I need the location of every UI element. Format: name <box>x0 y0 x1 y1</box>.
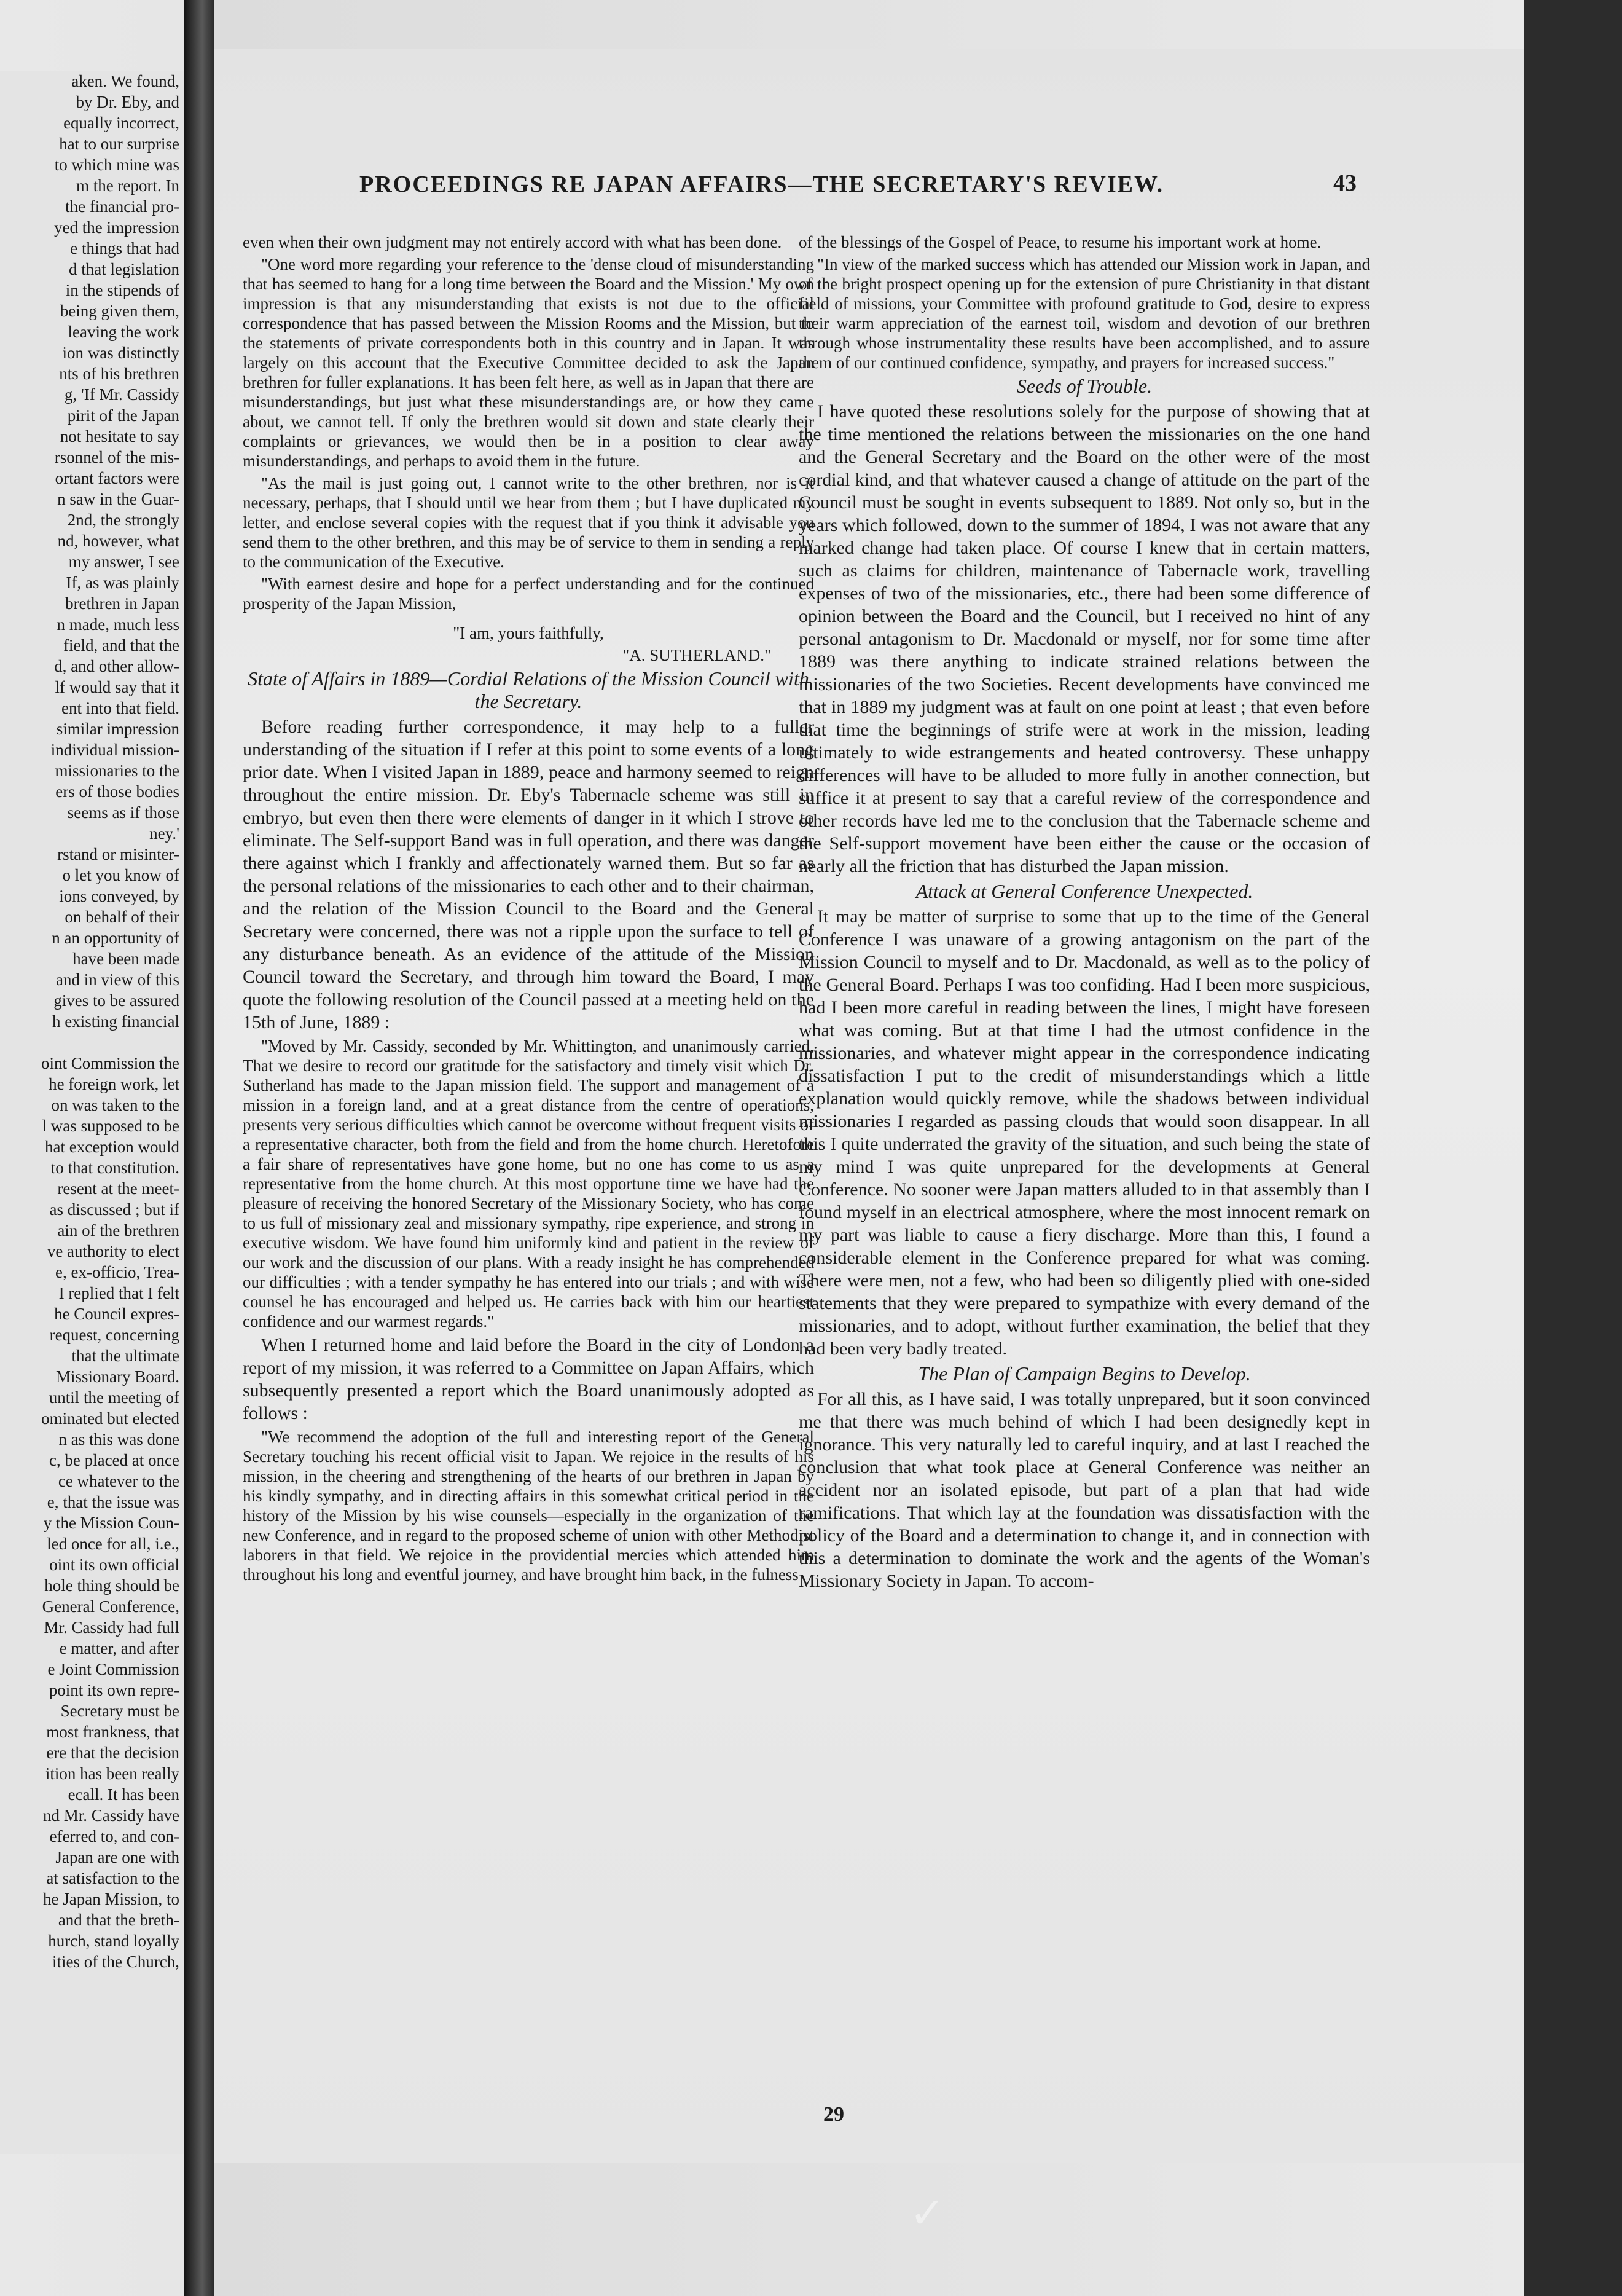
quoted-resolution: "In view of the marked success which has attended our Mission work in Japan, and of the bright prospect opening up for the extension of pure Christianity in that distant field of missions, your Committee with profound gratitude to God, desire to express their warm appreciation of the earnest toil, wisdom and devotion of our brethren through whose instrumentality these results have been accomplished, and to assure them of our continued confidence, sympathy, and prayers for increased success." <box>799 255 1370 372</box>
facing-page-line: and that the breth- <box>58 1911 179 1929</box>
facing-page-line: ere that the decision <box>46 1744 179 1762</box>
facing-page-line: seems as if those <box>67 803 179 822</box>
facing-page-line: most frankness, that <box>46 1723 179 1741</box>
facing-page-line: d, and other allow- <box>54 657 179 675</box>
section-heading: The Plan of Campaign Begins to Develop. <box>918 1362 1251 1385</box>
facing-page-line: hat exception would <box>45 1138 179 1156</box>
left-column <box>243 232 814 1587</box>
facing-page-line: 2nd, the strongly <box>67 511 179 529</box>
paragraph: For all this, as I have said, I was totally unprepared, but it soon convinced me that there was much behind of which I had been designedly kept in ignorance. This very naturally led to careful inquiry, and at last I reached the conclusion that what took place at General Conference was neither an accident nor an isolated episode, but part of a plan that had wide ramifications. That which lay at the foundation was dissatisfaction with the policy of the Board and a determination to change it, and in connection with this a determination to dominate the work and the agents of the Woman's Missionary Society in Japan. To accom- <box>799 1389 1370 1591</box>
facing-page-line: led once for all, i.e., <box>47 1535 179 1553</box>
facing-page-line: eferred to, and con- <box>49 1827 179 1846</box>
facing-page-line: Japan are one with <box>55 1848 179 1866</box>
facing-page-line: ortant factors were <box>55 469 179 487</box>
facing-page-line: oint its own official <box>49 1555 179 1574</box>
letter-signature: "A. SUTHERLAND." <box>622 646 771 664</box>
facing-page-line: e, ex-officio, Trea- <box>55 1263 179 1281</box>
facing-page-line: ition has been really <box>45 1764 179 1783</box>
facing-page-line: ce whatever to the <box>58 1472 179 1490</box>
section-heading: Attack at General Conference Unexpected. <box>915 880 1253 902</box>
facing-page-line: request, concerning <box>49 1326 179 1344</box>
facing-page-line: the financial pro- <box>65 197 179 216</box>
facing-page-fragment <box>0 71 184 2154</box>
paragraph: "With earnest desire and hope for a perfect understanding and for the continued prosperity of the Japan Mission, <box>243 575 814 613</box>
facing-page-line: hole thing should be <box>44 1576 179 1595</box>
facing-page-line: he foreign work, let <box>49 1075 179 1093</box>
facing-page-line: lf would say that it <box>55 678 179 696</box>
scan-mark: ✓ <box>909 2190 946 2238</box>
quoted-resolution: "Moved by Mr. Cassidy, seconded by Mr. Whittington, and unanimously carried, That we desire to record our gratitude for the satisfactory and timely visit which Dr. Sutherland has made to the Japan mission field. The support and management of a mission in a foreign land, and at a great distance from the centre of operations, presents very serious difficulties which cannot be overcome without frequent visits of a representative character, both from the field and from the home church. Heretofore a fair share of representatives have gone home, but no one has come to us as a representative from the home church. At this most opportune time we have had the pleasure of receiving the honored Secretary of the Missionary Society, who has come to us full of missionary zeal and missionary sympathy, ripe experience, and strong in executive wisdom. We have found him uniformly kind and patient in the review of our work and the discussion of our plans. With a ready insight he has comprehended our difficulties ; with a tender sympathy he has entered into our trials ; and with wise counsel he has encouraged and helped us. He carries back with him our heartiest confidence and our warmest regards." <box>243 1037 814 1331</box>
facing-page-line: as discussed ; but if <box>49 1200 179 1219</box>
facing-page-line: have been made <box>72 949 179 968</box>
facing-page-line: y the Mission Coun- <box>43 1514 179 1532</box>
facing-page-line: my answer, I see <box>68 552 179 571</box>
paragraph: When I returned home and laid before the Board in the city of London a report of my mission, it was referred to a Committee on Japan Affairs, which subsequently presented a report which the Board unanimously adopted as follows : <box>243 1335 814 1423</box>
facing-page-line: leaving the work <box>68 323 179 341</box>
facing-page-line: equally incorrect, <box>63 114 179 132</box>
facing-page-line: rstand or misinter- <box>57 845 179 863</box>
facing-page-line: Mr. Cassidy had full <box>44 1618 179 1637</box>
facing-page-line: e, that the issue was <box>47 1493 179 1511</box>
facing-page-line: o let you know of <box>62 866 179 884</box>
facing-page-line: field, and that the <box>63 636 179 655</box>
facing-page-line: resent at the meet- <box>57 1179 179 1198</box>
quoted-resolution: "We recommend the adoption of the full and interesting report of the General Secretary touching his recent official visit to Japan. We rejoice in the results of his mission, in the cheering and strengthening of the hearts of our brethren in Japan by his kindly sympathy, and in directing affairs in this somewhat critical period in the history of the Mission by his wise counsels—especially in the organization of the new Conference, and in regard to the proposed scheme of union with other Methodist laborers in that field. We rejoice in the providential mercies which attended him throughout his long and eventful journey, and have brought him back, in the fulness <box>243 1428 814 1584</box>
facing-page-line: e matter, and after <box>59 1639 179 1657</box>
facing-page-line: hurch, stand loyally <box>48 1932 179 1950</box>
facing-page-line: similar impression <box>56 720 179 738</box>
section-heading: State of Affairs in 1889—Cordial Relations of the Mission Council with the Secretary. <box>248 667 809 712</box>
facing-page-line: to that constitution. <box>50 1158 179 1177</box>
facing-page-line: e things that had <box>70 239 179 258</box>
facing-page-line: Missionary Board. <box>56 1367 179 1386</box>
facing-page-line: ions conveyed, by <box>59 887 179 905</box>
facing-page-line: aken. We found, <box>71 72 179 90</box>
facing-page-line: on behalf of their <box>65 908 179 926</box>
facing-page-line: ve authority to elect <box>47 1242 179 1260</box>
running-head: PROCEEDINGS RE JAPAN AFFAIRS—THE SECRETARY'S REVIEW. <box>359 171 1164 197</box>
facing-page-line: ion was distinctly <box>62 344 179 362</box>
facing-page-line: ers of those bodies <box>55 782 179 801</box>
facing-page-line: ominated but elected <box>41 1409 179 1428</box>
facing-page-line: by Dr. Eby, and <box>76 93 179 111</box>
paragraph: even when their own judgment may not entirely accord with what has been done. <box>243 233 782 251</box>
paragraph: I have quoted these resolutions solely for the purpose of showing that at the time mentioned the relations between the missionaries on the one hand and the General Secretary and the Board on the other were of the most cordial kind, and that whatever caused a change of attitude on the part of the Council must be sought in events subsequent to 1889. Not only so, but in the years which followed, down to the summer of 1894, I was not aware that any marked change had taken place. Of course I knew that in certain matters, such as claims for children, maintenance of Tabernacle work, travelling expenses of two of the missionaries, etc., there had been some difference of opinion between the Board and the Council, but I received no hint of any personal antagonism to Dr. Macdonald or myself, nor for some time after 1889 was there anything to indicate strained relations between the missionaries of the two Societies. Recent developments have convinced me that in 1889 my judgment was at fault on one point at least ; that even before that time the beginnings of strife were at work in the mission, leading ultimately to wide estrangements and heated controversy. These unhappy differences will have to be alluded to more fully in another connection, but suffice it at present to say that a careful review of the correspondence and other records have led me to the conclusion that the Tabernacle scheme and the Self-support movement have been either the cause or the occasion of nearly all the friction that has disturbed the Japan mission. <box>799 401 1370 876</box>
facing-page-line: hat to our surprise <box>59 135 179 153</box>
facing-page-line: Secretary must be <box>60 1702 179 1720</box>
page-number: 43 <box>1333 170 1357 196</box>
facing-page-line: n saw in the Guar- <box>57 490 179 508</box>
facing-page-line: pirit of the Japan <box>67 406 179 425</box>
facing-page-line: gives to be assured <box>53 991 179 1010</box>
facing-page-line: brethren in Japan <box>65 594 179 613</box>
facing-page-line: until the meeting of <box>49 1388 179 1407</box>
letter-closing: "I am, yours faithfully, <box>453 624 604 642</box>
paragraph: It may be matter of surprise to some that up to the time of the General Conference I was unaware of a growing antagonism on the part of the Mission Council to myself and to Dr. Macdonald, as well as to the policy of the General Board. Perhaps I was too confiding. Had I been more suspicious, had I been more careful in reading between the lines, I might have foreseen what was coming. But at that time I had the utmost confidence in the missionaries, and whatever might appear in the correspondence indicating dissatisfaction I put to the credit of misunderstandings which a little explanation would quickly remove, while the shadows between individual missionaries I regarded as passing clouds that would soon disappear. In all this I quite underrated the gravity of the situation, and such being the state of my mind I was quite unprepared for the developments at General Conference. No sooner were Japan matters alluded to in that assembly than I found myself in an electrical atmosphere, where the most innocent remark on my part was liable to cause a fiery discharge. More than this, I found a considerable element in the Conference prepared for what was coming. There were men, not a few, who had been so diligently plied with one-sided statements that they were prepared to sympathize with every demand of the missionaries, and to adopt, without further examination, the belief that they had been very badly treated. <box>799 906 1370 1359</box>
facing-page-line: l was supposed to be <box>42 1117 179 1135</box>
facing-page-line: ney.' <box>149 824 179 843</box>
folio-number: 29 <box>823 2103 844 2126</box>
paragraph: Before reading further correspondence, it may help to a fuller understanding of the situation if I refer at this point to some events of a long prior date. When I visited Japan in 1889, peace and harmony seemed to reign throughout the entire mission. Dr. Eby's Tabernacle scheme was still in embryo, but even then there were elements of danger in it which I strove to eliminate. The Self-support Band was in full operation, and there was danger there against which I frankly and affectionately warned them. But so far as the personal relations of the missionaries to each other and to their chairman, and the relation of the Mission Council to the Board and the General Secretary were concerned, there was not a ripple upon the surface to tell of any disturbance beneath. As an evidence of the attitude of the Mission Council toward the Secretary, and through him toward the Board, I may quote the following resolution of the Council passed at a meeting held on the 15th of June, 1889 : <box>243 717 814 1032</box>
facing-page-line: not hesitate to say <box>60 427 179 446</box>
facing-page-line: nd Mr. Cassidy have <box>43 1806 179 1825</box>
facing-page-line: ities of the Church, <box>52 1952 179 1971</box>
facing-page-line: on was taken to the <box>51 1096 179 1114</box>
facing-page-line: to which mine was <box>54 155 179 174</box>
facing-page-line: h existing financial <box>52 1012 179 1031</box>
facing-page-line: d that legislation <box>69 260 179 278</box>
facing-page-line: nts of his brethren <box>59 364 179 383</box>
facing-page-line: he Japan Mission, to <box>43 1890 179 1908</box>
facing-page-line: General Conference, <box>42 1597 179 1616</box>
facing-page-line: that the ultimate <box>71 1347 179 1365</box>
paragraph: of the blessings of the Gospel of Peace, to resume his important work at home. <box>799 233 1322 251</box>
facing-page-line: e Joint Commission <box>47 1660 179 1678</box>
paragraph: "As the mail is just going out, I cannot write to the other brethren, nor is it necessary, perhaps, that I should until we hear from them ; but I have duplicated my letter, and enclose several copies with the request that if you think it advisable you send them to the other brethren, and this may be of service to them in sending a reply to the communication of the Executive. <box>243 474 814 571</box>
facing-page-line: rsonnel of the mis- <box>54 448 179 466</box>
facing-page-line: n an opportunity of <box>52 929 179 947</box>
facing-page-line: nd, however, what <box>57 532 179 550</box>
facing-page-line: point its own repre- <box>49 1681 179 1699</box>
facing-page-line: oint Commission the <box>41 1054 179 1072</box>
facing-page-line: I replied that I felt <box>58 1284 179 1302</box>
facing-page-line: ent into that field. <box>61 699 179 717</box>
facing-page-line: ecall. It has been <box>68 1785 179 1804</box>
facing-page-line: at satisfaction to the <box>46 1869 179 1887</box>
facing-page-line: g, 'If Mr. Cassidy <box>64 385 179 404</box>
facing-page-line: he Council expres- <box>54 1305 179 1323</box>
facing-page-line: If, as was plainly <box>66 573 179 592</box>
facing-page-line: individual mission- <box>50 741 179 759</box>
section-heading: Seeds of Trouble. <box>1016 375 1153 397</box>
book-gutter <box>184 0 214 2296</box>
facing-page-line: ain of the brethren <box>57 1221 179 1240</box>
facing-page-line: and in view of this <box>56 970 179 989</box>
facing-page-line: in the stipends of <box>65 281 179 299</box>
right-column <box>799 232 1370 1595</box>
facing-page-line: n made, much less <box>57 615 179 634</box>
facing-page-line: missionaries to the <box>55 761 179 780</box>
facing-page-line: c, be placed at once <box>49 1451 179 1469</box>
paragraph: "One word more regarding your reference to the 'dense cloud of misunderstanding that has seemed to hang for a long time between the Board and the Mission.' My own impression is that any misunderstanding that exists is not due to the official correspondence that has passed between the Mission Rooms and the Mission, but to the statements of private correspondents both in this country and in Japan. It was largely on this account that the Executive Committee decided to ask the Japan brethren for fuller explanations. It has been felt here, as well as in Japan that there are misunderstandings, but just what these misunderstandings are, or how they came about, we cannot tell. If only the brethren would sit down and state clearly their complaints or grievances, we would then be in a position to clear away misunderstandings, and perhaps to avoid them in the future. <box>243 255 814 470</box>
facing-page-line: m the report. In <box>76 176 179 195</box>
facing-page-line: n as this was done <box>58 1430 179 1449</box>
facing-page-line <box>0 1032 184 1053</box>
facing-page-line: yed the impression <box>54 218 179 237</box>
facing-page-line: being given them, <box>60 302 179 320</box>
